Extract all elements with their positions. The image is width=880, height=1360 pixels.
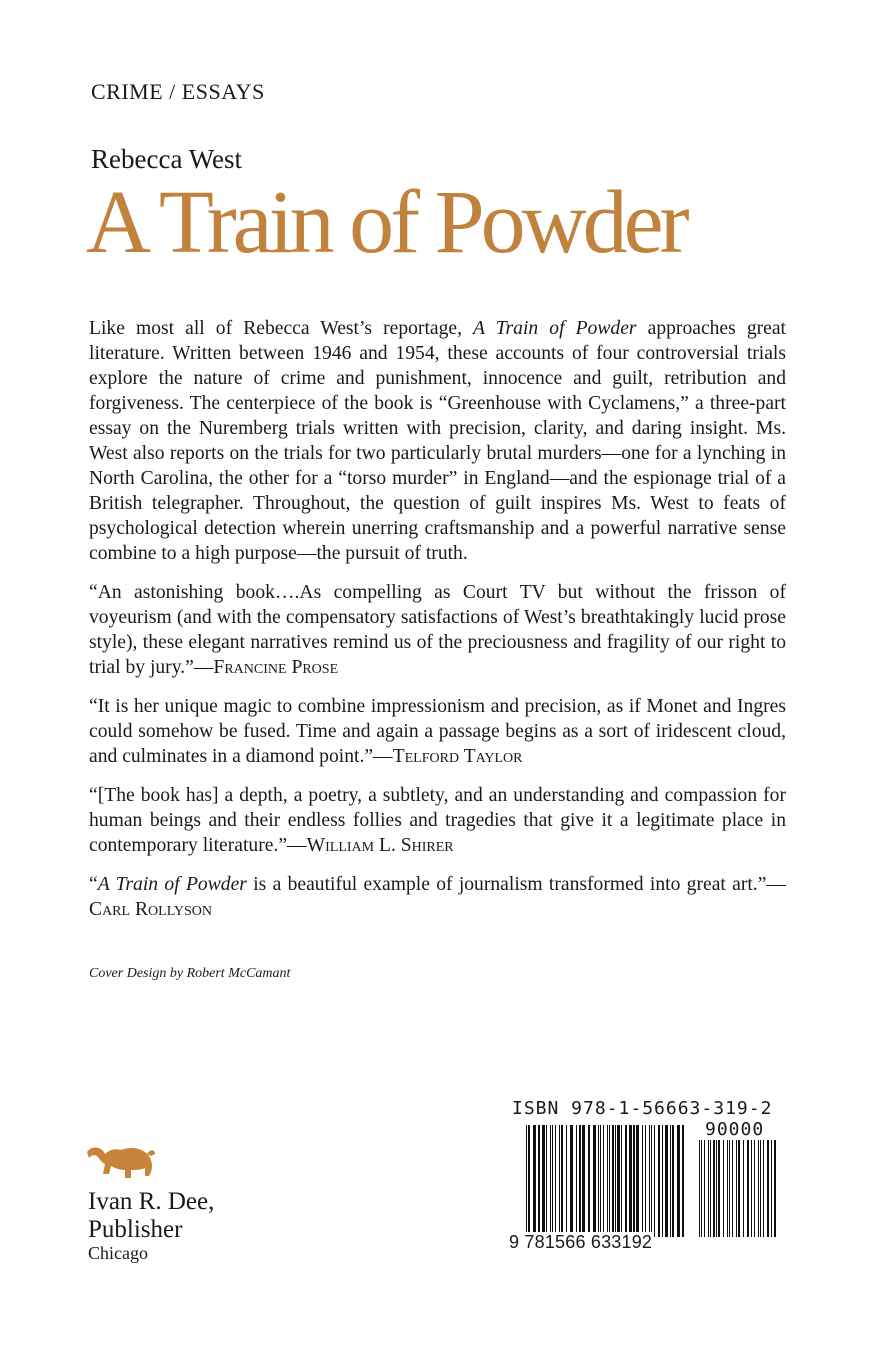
book-title: A Train of Powder xyxy=(86,173,686,272)
barcode-bar xyxy=(699,1140,700,1237)
elephant-logo-icon xyxy=(85,1140,157,1184)
barcode-bar xyxy=(561,1125,563,1237)
quote-source: Carl Rollyson xyxy=(89,899,212,920)
barcode-bar xyxy=(716,1140,717,1237)
barcode-bar xyxy=(713,1140,715,1237)
barcode-bar xyxy=(629,1125,632,1237)
barcode-bar xyxy=(708,1140,709,1237)
quote-source: William L. Shirer xyxy=(306,835,454,856)
barcode-bar xyxy=(617,1125,620,1237)
barcode-bar xyxy=(763,1140,764,1237)
price-code: 90000 xyxy=(705,1119,765,1140)
barcode-bar xyxy=(672,1125,674,1237)
barcode-bar xyxy=(566,1125,567,1237)
barcode-bar xyxy=(582,1125,585,1237)
ean-barcode xyxy=(526,1125,688,1237)
barcode-bar xyxy=(751,1140,752,1237)
barcode-bar xyxy=(615,1125,616,1237)
barcode-bar xyxy=(642,1125,643,1237)
publisher-name: Ivan R. Dee, Publisher xyxy=(88,1188,215,1243)
barcode-bar xyxy=(743,1140,744,1237)
barcode-bar xyxy=(649,1125,650,1237)
barcode-bar xyxy=(600,1125,601,1237)
quote-source: Francine Prose xyxy=(213,657,339,678)
category-label: CRIME / ESSAYS xyxy=(91,79,265,104)
barcode-bar xyxy=(658,1125,660,1237)
barcode-bar xyxy=(729,1140,730,1237)
author-name: Rebecca West xyxy=(91,144,243,174)
barcode-bar xyxy=(732,1140,733,1237)
barcode-bar xyxy=(651,1125,652,1237)
barcode-bar xyxy=(593,1125,596,1237)
blurb-quote: “An astonishing book….As compelling as Court TV but without the frisson of voyeurism (and with the compensatory satisfactions of West’s breathtakingly lucid prose style), these elegant narratives remind us of the preciousness and fragility of our right to trial by jury.”—Francine Prose xyxy=(89,582,786,678)
barcode-bar xyxy=(645,1125,646,1237)
barcode-bar xyxy=(533,1125,536,1237)
barcode-bar xyxy=(552,1125,553,1237)
description-paragraph: Like most all of Rebecca West’s reportage, A Train of Powder approaches great literature. Written between 1946 and 1954, these accounts of four controversial trials explore the nature of crime and punishment, innocence and guilt, retribution and forgiveness. The centerpiece of the book is “Greenhouse with Cyclamens,” a three-part essay on the Nuremberg trials written with precision, clarity, and daring insight. Ms. West also reports on the trials for two particularly brutal murders—one for a lynching in North Carolina, the other for a “torso murder” in England—and the espionage trial of a British telegrapher. Throughout, the question of guilt inspires Ms. West to feats of psychological detection wherein unerring craftsmanship and a powerful narrative sense combine to a high purpose—the pursuit of truth. xyxy=(89,318,786,564)
barcode-bar xyxy=(760,1140,761,1237)
blurb-quote: “A Train of Powder is a beautiful example of journalism transformed into great art.”—Carl Rollyson xyxy=(89,874,786,920)
barcode-bar xyxy=(612,1125,614,1237)
barcode-bar xyxy=(603,1125,604,1237)
barcode-bar xyxy=(621,1125,622,1237)
barcode-bar xyxy=(598,1125,599,1237)
barcode-bar xyxy=(546,1125,547,1237)
book-title-inline: A Train of Powder xyxy=(97,874,247,895)
blurb-quote: “It is her unique magic to combine impressionism and precision, as if Monet and Ingres could somehow be fused. Time and again a passage begins as a sort of iridescent cloud, and culminates in a diamond point.”—Telford Taylor xyxy=(89,696,786,767)
blurb-quote: “[The book has] a depth, a poetry, a subtlety, and an understanding and compassion for human beings and their endless follies and tragedies that give it a legitimate place in contemporary literature.”—William L. Shirer xyxy=(89,785,786,856)
barcode-bar xyxy=(747,1140,749,1237)
barcode-bar xyxy=(570,1125,573,1237)
barcode-bar xyxy=(542,1125,545,1237)
barcode-bar xyxy=(665,1125,668,1237)
barcode-bar xyxy=(723,1140,724,1237)
barcode-bar xyxy=(559,1125,560,1237)
barcode-bar xyxy=(704,1140,705,1237)
barcode-bar xyxy=(662,1125,663,1237)
barcode-bar xyxy=(633,1125,635,1237)
barcode-bar xyxy=(727,1140,728,1237)
back-cover-copy xyxy=(89,316,786,936)
barcode-bar xyxy=(771,1140,772,1237)
barcode-bar xyxy=(718,1140,720,1237)
barcode-bar xyxy=(526,1125,527,1237)
barcode-bar xyxy=(538,1125,540,1237)
book-title-inline: A Train of Powder xyxy=(473,318,637,339)
barcode-bar xyxy=(754,1140,755,1237)
barcode-bar xyxy=(579,1125,581,1237)
cover-design-credit: Cover Design by Robert McCamant xyxy=(89,966,291,981)
barcode-bar xyxy=(555,1125,556,1237)
barcode-bar xyxy=(701,1140,702,1237)
barcode-bar xyxy=(677,1125,680,1237)
barcode-bar xyxy=(607,1125,608,1237)
barcode-bar xyxy=(625,1125,627,1237)
publisher-city: Chicago xyxy=(88,1243,148,1263)
barcode-bar xyxy=(576,1125,577,1237)
barcode-digits: 9 781566 633192 xyxy=(509,1232,653,1252)
barcode-bar xyxy=(738,1140,740,1237)
barcode-bar xyxy=(670,1125,671,1237)
barcode-bar xyxy=(636,1125,639,1237)
barcode-bar xyxy=(767,1140,769,1237)
barcode-bar xyxy=(550,1125,551,1237)
barcode-bar xyxy=(682,1125,684,1237)
isbn-text: ISBN 978-1-56663-319-2 xyxy=(512,1098,773,1119)
barcode-bar xyxy=(758,1140,759,1237)
quote-source: Telford Taylor xyxy=(392,746,523,767)
barcode-bar xyxy=(774,1140,776,1237)
barcode-bar xyxy=(710,1140,711,1237)
elephant-body xyxy=(87,1148,152,1178)
barcode-bar xyxy=(528,1125,530,1237)
barcode-bar xyxy=(588,1125,590,1237)
barcode-bar xyxy=(654,1125,655,1237)
barcode-bar xyxy=(609,1125,610,1237)
barcode-bar xyxy=(736,1140,737,1237)
addon-barcode xyxy=(699,1140,777,1237)
